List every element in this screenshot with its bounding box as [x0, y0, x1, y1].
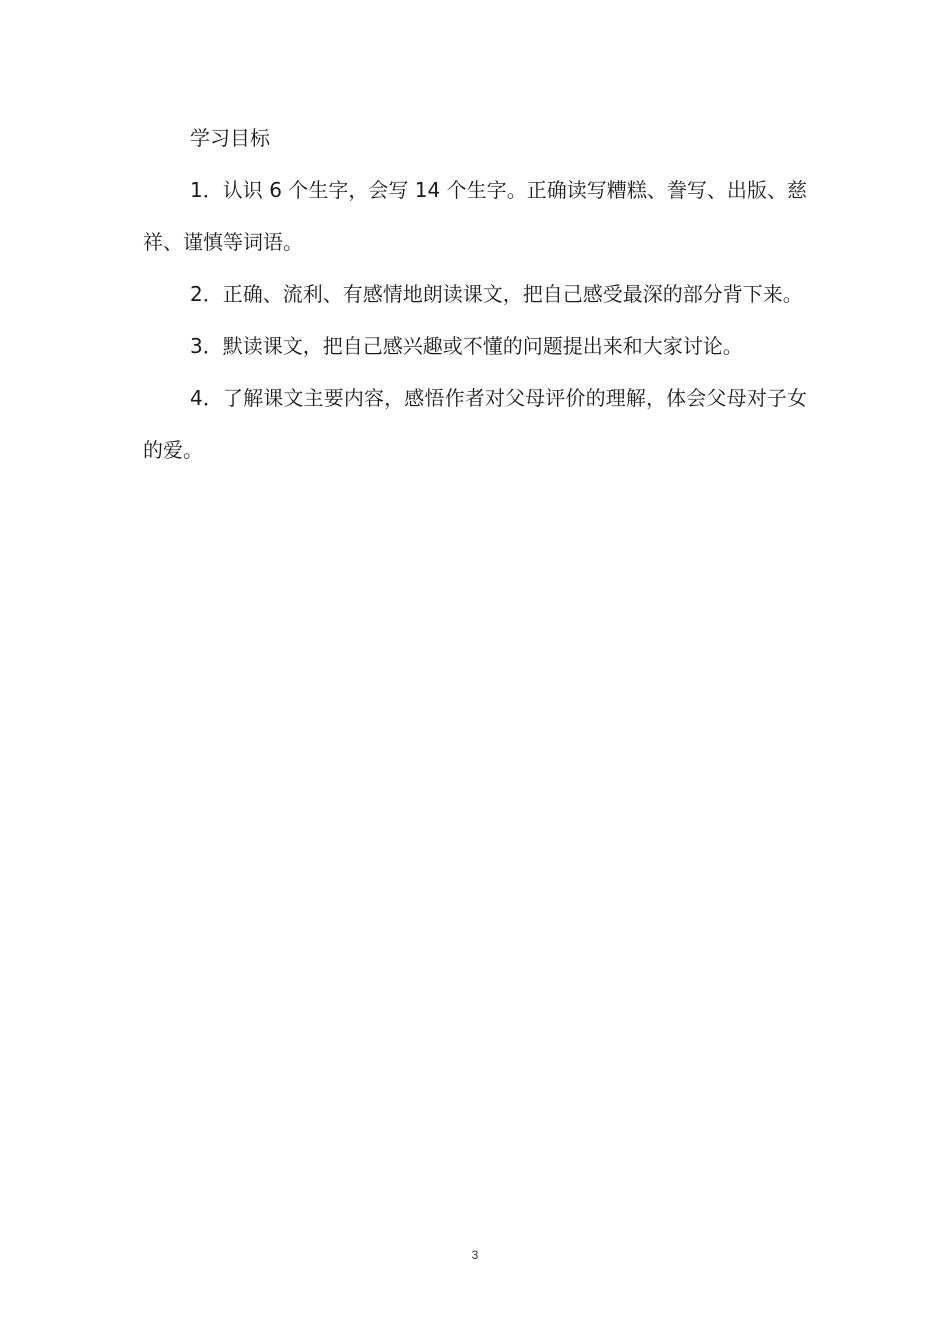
objective-item-1: 1．认识 6 个生字，会写 14 个生字。正确读写糟糕、誊写、出版、慈祥、谨慎等词语。	[143, 178, 807, 254]
objective-item-2: 2．正确、流利、有感情地朗读课文，把自己感受最深的部分背下来。	[190, 282, 803, 306]
section-heading: 学习目标	[190, 126, 270, 150]
objective-item-3: 3．默读课文，把自己感兴趣或不懂的问题提出来和大家讨论。	[190, 334, 743, 358]
document-body	[143, 112, 807, 476]
objective-item-4: 4．了解课文主要内容，感悟作者对父母评价的理解，体会父母对子女的爱。	[143, 386, 807, 462]
page-number: 3	[471, 1248, 479, 1262]
